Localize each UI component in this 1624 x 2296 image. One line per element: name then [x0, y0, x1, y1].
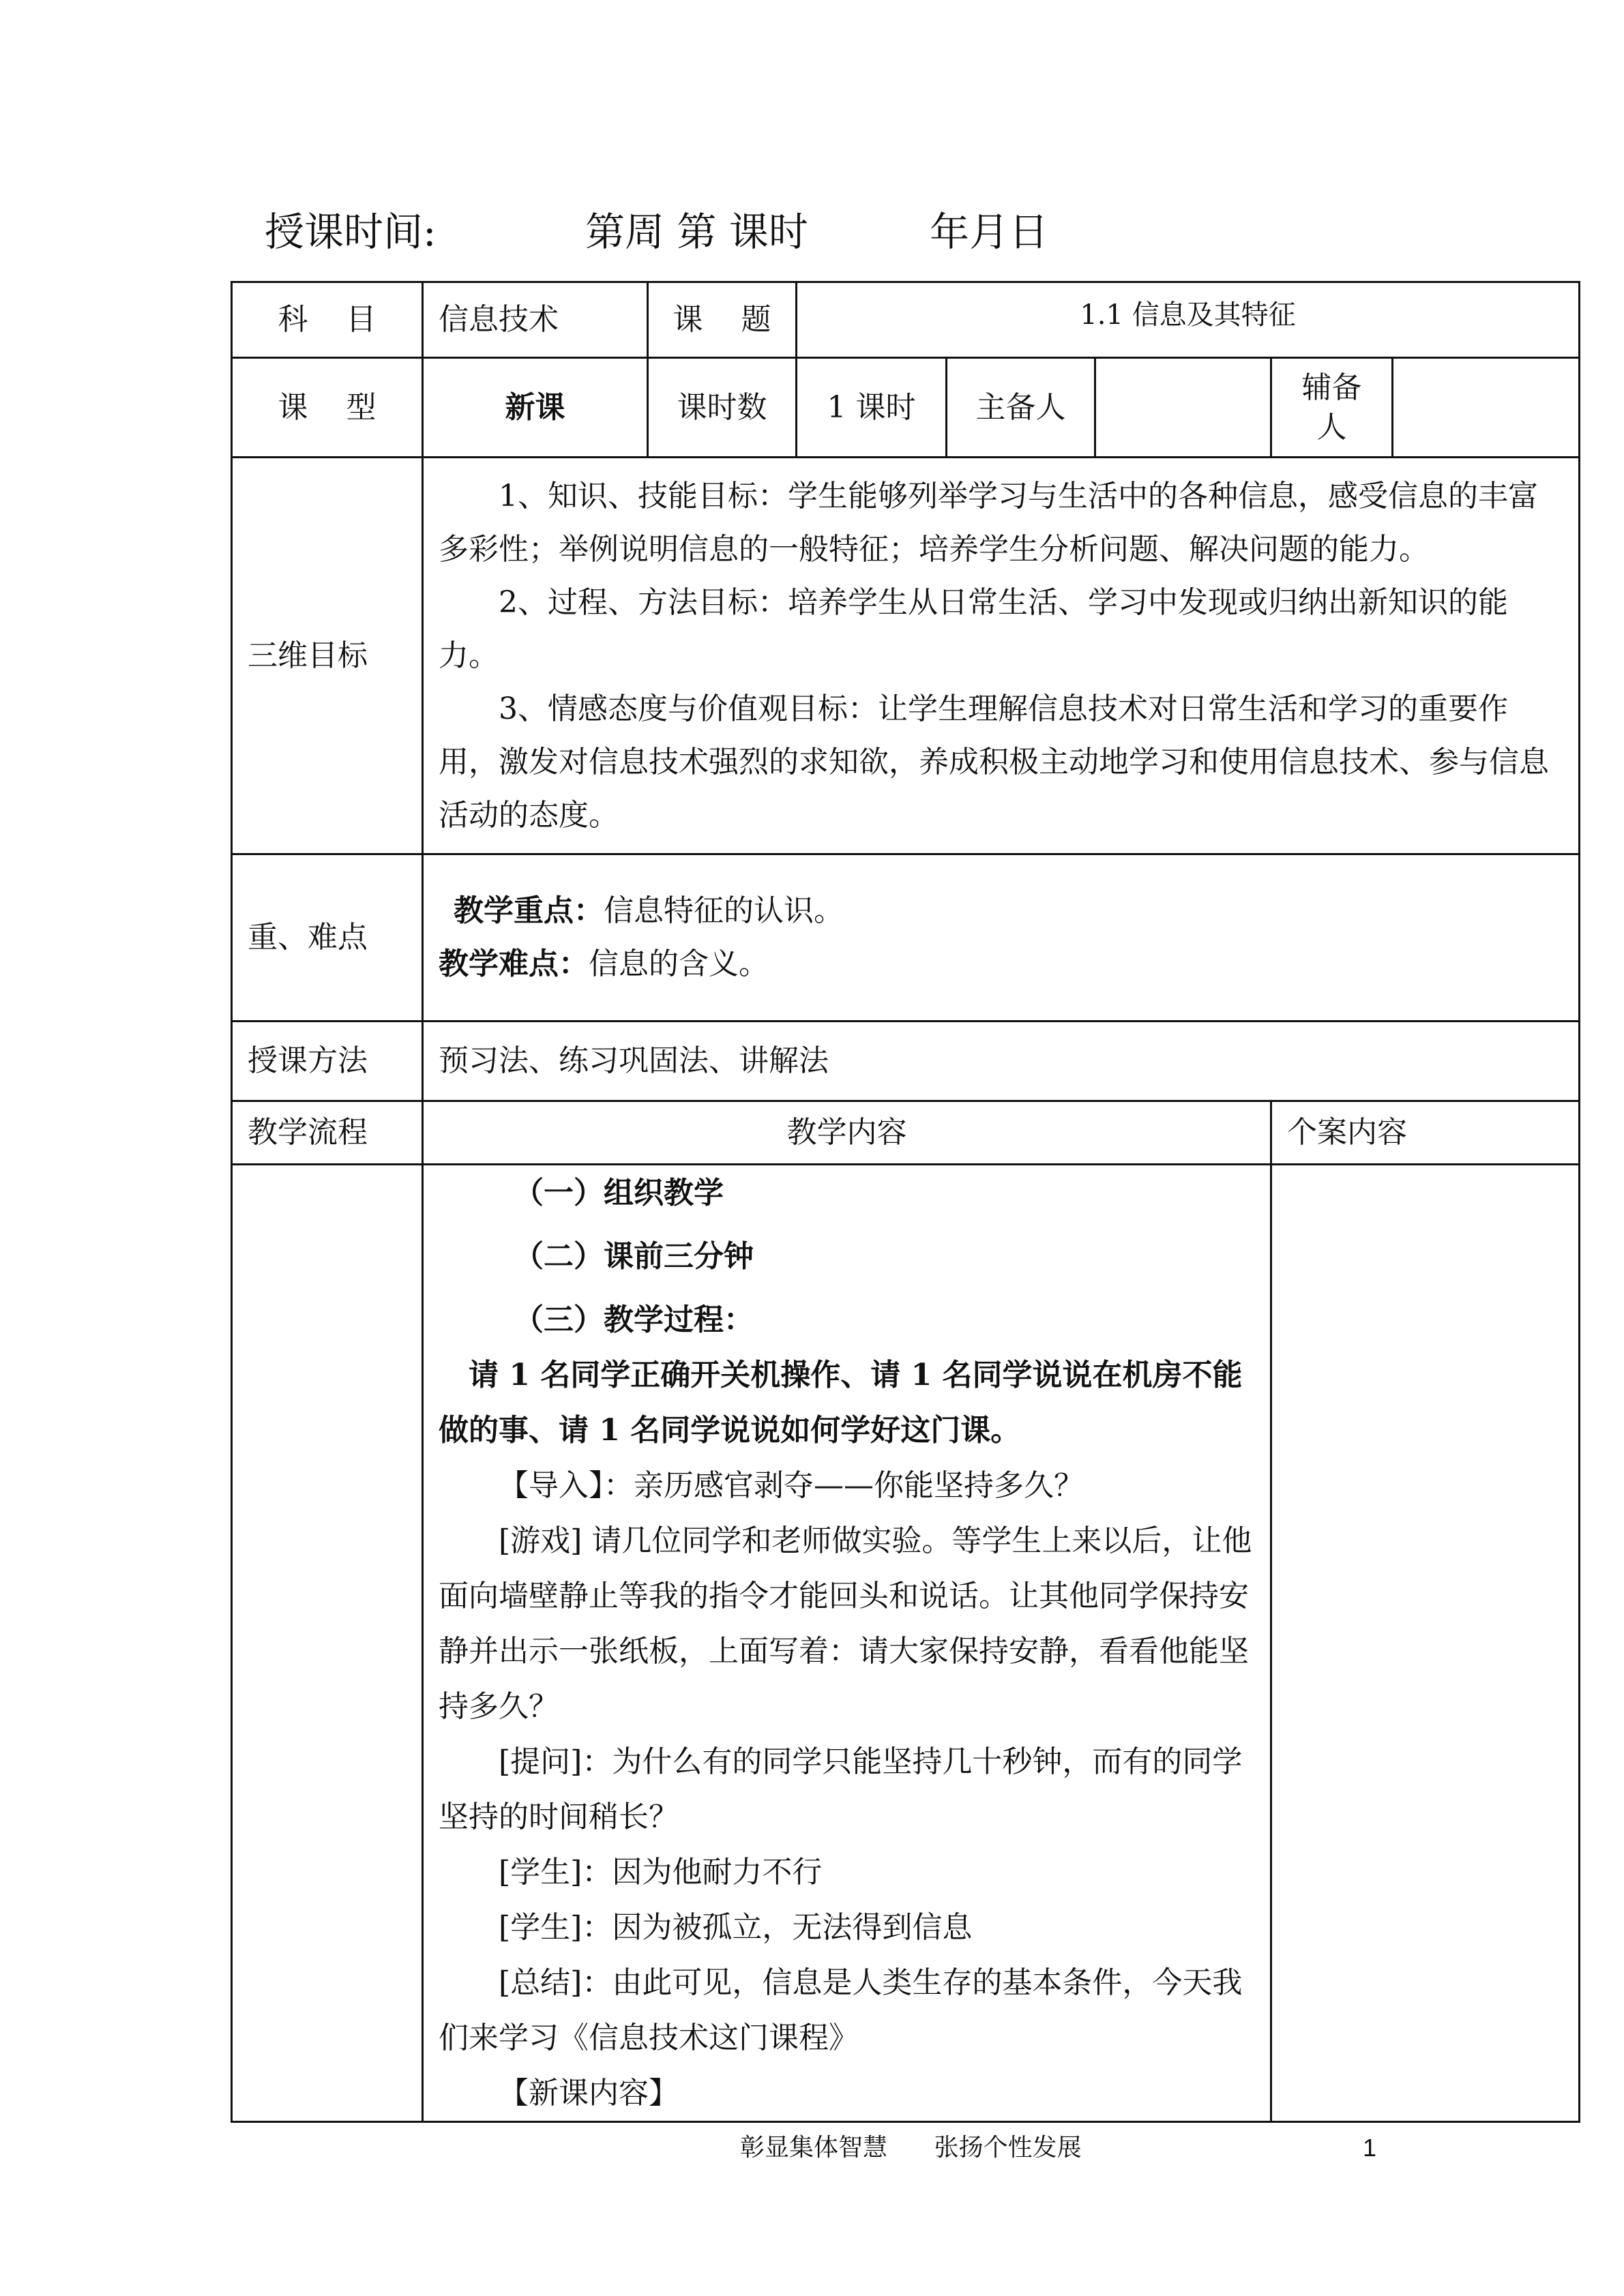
- difficulty-label: 教学难点：: [439, 946, 589, 981]
- hours-label: 课时数: [648, 358, 797, 458]
- topic-value: 1.1 信息及其特征: [797, 282, 1580, 358]
- goal-knowledge: 1、知识、技能目标：学生能够列举学习与生活中的各种信息，感受信息的丰富多彩性；举例说明信息的一般特征；培养学生分析问题、解决问题的能力。: [439, 478, 1538, 567]
- question: [提问]：为什么有的同学只能坚持几十秒钟，而有的同学坚持的时间稍长？: [439, 1744, 1243, 1834]
- main-preparer-value: [1095, 358, 1271, 458]
- date-label: 年月日: [930, 209, 1049, 255]
- goal-emotion: 3、情感态度与价值观目标：让学生理解信息技术对日常生活和学习的重要作用，激发对信息技术强烈的求知欲，养成积极主动地学习和使用信息技术、参与信息活动的态度。: [439, 691, 1549, 833]
- type-value: 新课: [423, 358, 648, 458]
- step-process-text: （三）教学过程：: [514, 1302, 754, 1337]
- teaching-difficulty: [439, 938, 1563, 991]
- focus-label: 教学重点：: [454, 893, 604, 928]
- intro-activities: 请 1 名同学正确开关机操作、请 1 名同学说说在机房不能做的事、请 1 名同学说说如何学好这门课。: [439, 1358, 1243, 1448]
- goal-process: 2、过程、方法目标：培养学生从日常生活、学习中发现或归纳出新知识的能力。: [439, 584, 1508, 673]
- topic-label: 课 题: [648, 282, 797, 358]
- flow-col-process: 教学流程: [232, 1101, 423, 1165]
- time-label: 授课时间:: [265, 209, 437, 255]
- game-activity: [游戏] 请几位同学和老师做实验。等学生上来以后，让他面向墙壁静止等我的指令才能回头和说话。让其他同学保持安静并出示一张纸板，上面写着：请大家保持安静，看看他能坚持多久？: [439, 1523, 1252, 1724]
- main-preparer-label: 主备人: [947, 358, 1095, 458]
- student-answer-2: [学生]：因为被孤立，无法得到信息: [499, 1910, 973, 1945]
- lesson-type-row: [232, 358, 1580, 458]
- goals-row: [232, 458, 1580, 854]
- page-number: 1: [1363, 2134, 1377, 2162]
- page-footer: [0, 2128, 1624, 2168]
- type-label: 课 型: [232, 358, 423, 458]
- step-organize: （一）组织教学: [514, 1176, 724, 1210]
- assist-preparer-label: 辅备人: [1271, 358, 1393, 458]
- goals-content: [423, 458, 1580, 854]
- subject-value: 信息技术: [423, 282, 648, 358]
- hours-value: 1 课时: [797, 358, 947, 458]
- method-value: 预习法、练习巩固法、讲解法: [423, 1022, 1580, 1101]
- footer-motto: 彰显集体智慧 张扬个性发展: [740, 2134, 1082, 2162]
- lead-in: 【导入】：亲历感官剥夺——你能坚持多久？: [499, 1468, 1084, 1503]
- step-warmup: （二）课前三分钟: [514, 1239, 754, 1274]
- key-points-content: [423, 854, 1580, 1022]
- key-points-label: 重、难点: [232, 854, 423, 1022]
- step-process: [439, 1292, 1255, 1347]
- flow-content-cell: [423, 1165, 1271, 2122]
- method-label: 授课方法: [232, 1022, 423, 1101]
- summary: [总结]：由此可见，信息是人类生存的基本条件，今天我们来学习《信息技术这门课程》: [439, 1965, 1243, 2055]
- week-period: 第周 第 课时: [585, 209, 808, 255]
- difficulty-text: 信息的含义。: [589, 946, 769, 981]
- goals-label: 三维目标: [232, 458, 423, 854]
- assist-preparer-value: [1393, 358, 1580, 458]
- flow-body-row: [232, 1165, 1580, 2122]
- flow-process-cell: [232, 1165, 423, 2122]
- student-answer-1: [学生]：因为他耐力不行: [499, 1855, 823, 1890]
- focus-text: 信息特征的认识。: [604, 893, 844, 928]
- flow-case-cell: [1271, 1165, 1580, 2122]
- lesson-plan-table: [231, 281, 1580, 2123]
- flow-col-case: 个案内容: [1271, 1101, 1580, 1165]
- key-points-row: [232, 854, 1580, 1022]
- new-lesson-content: 【新课内容】: [499, 2076, 679, 2111]
- flow-col-content: 教学内容: [423, 1101, 1271, 1165]
- flow-header-row: [232, 1101, 1580, 1165]
- subject-row: [232, 282, 1580, 358]
- method-row: [232, 1022, 1580, 1101]
- subject-label: 科 目: [232, 282, 423, 358]
- teaching-focus: [439, 884, 1563, 938]
